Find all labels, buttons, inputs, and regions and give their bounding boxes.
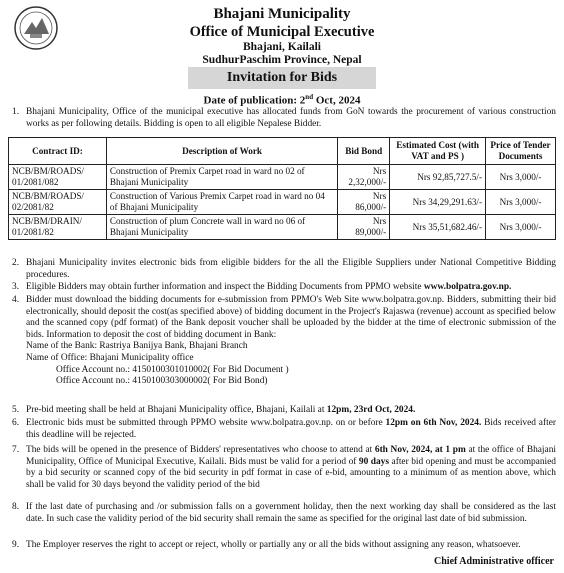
municipality-name: Bhajani Municipality — [213, 6, 351, 22]
contract-id-cell: NCB/BM/ROADS/ 02/2081/82 — [9, 190, 107, 215]
description-cell: Construction of plum Concrete wall in ward no 06 of Bhajani Municipality — [106, 215, 337, 240]
table-row — [9, 215, 556, 240]
table-row — [9, 190, 556, 215]
account-bid-bond: Office Account no.: 4150100303000002( For Bid Bond) — [56, 376, 268, 387]
bank-name: Name of the Bank: Rastriya Banijya Bank, Bhajani Branch — [26, 341, 248, 352]
description-cell: Construction of Various Premix Carpet road in ward no 04 of Bhajani Municipality — [106, 190, 337, 215]
col-bid-bond: Bid Bond — [338, 138, 390, 165]
bid-bond-cell: Nrs 2,32,000/- — [338, 165, 390, 190]
col-contract-id: Contract ID: — [9, 138, 107, 165]
contract-id-cell: NCB/BM/ROADS/ 01/2081/082 — [9, 165, 107, 190]
col-description: Description of Work — [106, 138, 337, 165]
estimated-cost-cell: Nrs 34,29,291.63/- — [390, 190, 486, 215]
clause-9: 9. The Employer reserves the right to accept or reject, wholly or partially any or all the bids without assigning any reason, whatsoever. — [12, 540, 521, 550]
tender-price-cell: Nrs 3,000/- — [486, 215, 556, 240]
clause-1: 1. Bhajani Municipality, Office of the municipal executive has allocated funds from GoN towards the procurement of various construction works as per following details. Bidding is open to all eligible Nepalese Bidder. — [12, 107, 556, 129]
clause-7: 7. The bids will be opened in the presence of Bidders' representatives who choose to attend at 6th Nov, 2024, at 1 pm at the office of Bhajani Municipality, Office of Municipal Executive, Kailali. Bids must be valid for a period of 90 days after bid opening and must be accompanied by a bid security or scanned copy of the bid security in pdf format in case of e-bid, amounting to a minimum of as mention above, which shall be valid for 30 days beyond the validity period of the bid — [12, 445, 556, 490]
account-bid-document: Office Account no.: 4150100301010002( For Bid Document ) — [56, 364, 289, 375]
province: SudhurPaschim Province, Nepal — [202, 54, 362, 67]
tender-price-cell: Nrs 3,000/- — [486, 190, 556, 215]
tender-price-cell: Nrs 3,000/- — [486, 165, 556, 190]
clause-6: 6. Electronic bids must be submitted through PPMO website www.bolpatra.gov.np. on or before 12pm on 6th Nov, 2024. Bids received after this deadline will be rejected. — [12, 418, 556, 440]
bid-bond-cell: Nrs 89,000/- — [338, 215, 390, 240]
table-header-row — [9, 138, 556, 165]
bid-bond-cell: Nrs 86,000/- — [338, 190, 390, 215]
contract-id-cell: NCB/BM/DRAIN/ 01/2081/82 — [9, 215, 107, 240]
signature-title: Chief Administrative officer — [434, 556, 554, 567]
ppmo-website-link[interactable]: www.bolpatra.gov.np. — [423, 282, 512, 292]
description-cell: Construction of Premix Carpet road in ward no 02 of Bhajani Municipality — [106, 165, 337, 190]
estimated-cost-cell: Nrs 92,85,727.5/- — [390, 165, 486, 190]
clause-2: 2. Bhajani Municipality invites electronic bids from eligible bidders for the all the Eligible Suppliers under National Competitive Bidding procedures. — [12, 258, 556, 280]
header — [0, 6, 564, 68]
clause-5: 5. Pre-bid meeting shall be held at Bhajani Municipality office, Bhajani, Kailali at 12pm, 23rd Oct, 2024. — [12, 405, 416, 415]
estimated-cost-cell: Nrs 35,51,682.46/- — [390, 215, 486, 240]
col-tender-price: Price of Tender Documents — [486, 138, 556, 165]
table-row — [9, 165, 556, 190]
office-name-line: Name of Office: Bhajani Municipality office — [26, 352, 194, 363]
clause-8: 8. If the last date of purchasing and /or submission falls on a government holiday, then the next working day shall be considered as the last date. In such case the validity period of the bid security shall remain the same as specified for the original last date of bid submission. — [12, 502, 556, 524]
clause-4: 4. Bidder must download the bidding documents for e-submission from PPMO's Web Site www.bolpatra.gov.np. Bidders, submitting their bid electronically, should deposit the cost(as specified above) of bidding document in the Project's Rajaswa (revenue) account as specified below and the scanned copy (pdf format) of the Bank deposit voucher shall be uploaded by the bidder at the time of electronic submission of the bids. Information to deposit the cost of bidding document in Bank: Name of the Bank: Rastriya Banijya Bank, Bhajani Branch Name of Office: Bhajani Municipality office Office Account no.: 4150100301010002( For Bid Document ) Office Account no.: 4150100303000002( For Bid Bond) — [12, 295, 556, 387]
bids-table — [8, 137, 556, 240]
publication-date: Date of publication: 2nd Oct, 2024 — [203, 93, 361, 107]
notice-title: Invitation for Bids — [188, 67, 376, 89]
col-estimated-cost: Estimated Cost (with VAT and PS ) — [390, 138, 486, 165]
office-name: Office of Municipal Executive — [189, 23, 375, 40]
office-location: Bhajani, Kailali — [243, 40, 321, 53]
clause-3: 3. Eligible Bidders may obtain further information and inspect the Bidding Documents from PPMO website www.bolpatra.gov.np. — [12, 282, 512, 292]
